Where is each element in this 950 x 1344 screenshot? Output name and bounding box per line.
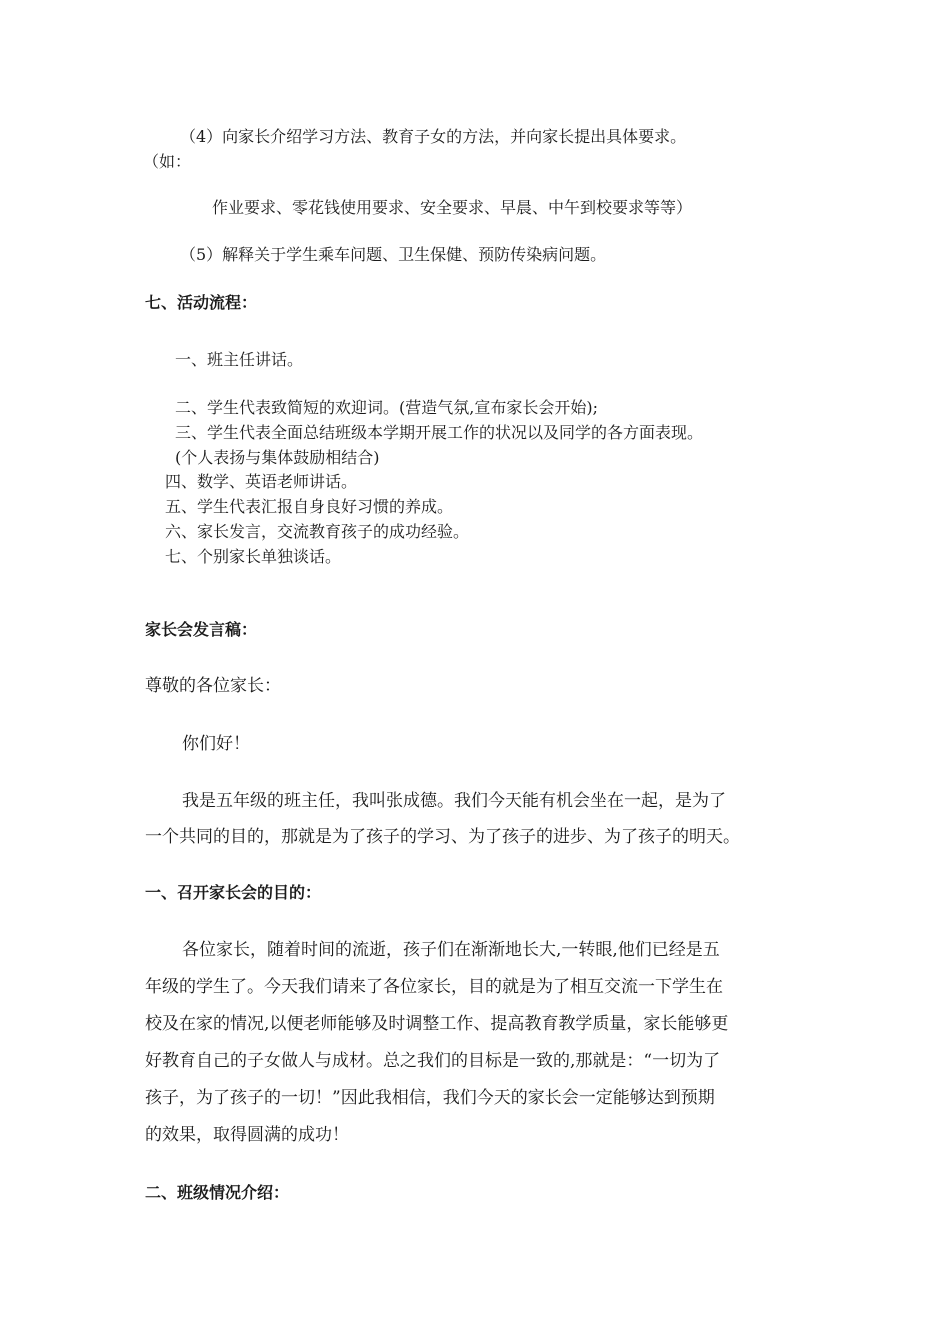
purpose-line: 年级的学生了。今天我们请来了各位家长，目的就是为了相互交流一下学生在 (145, 977, 723, 997)
item4-line2: （如： (143, 152, 192, 171)
purpose-line: 的效果，取得圆满的成功！ (145, 1125, 349, 1145)
item4-line3: 作业要求、零花钱使用要求、安全要求、早晨、中午到校要求等等） (212, 198, 693, 217)
flow-item: (个人表扬与集体鼓励相结合) (175, 448, 380, 467)
purpose-line: 各位家长，随着时间的流逝，孩子们在渐渐地长大,一转眼,他们已经是五 (182, 940, 720, 960)
flow-item: 七、个别家长单独谈话。 (165, 547, 342, 566)
section7-heading: 七、活动流程： (145, 293, 258, 312)
item5-line: （5）解释关于学生乘车问题、卫生保健、预防传染病问题。 (180, 245, 607, 264)
class-heading: 二、班级情况介绍： (145, 1183, 290, 1202)
flow-item: 四、数学、英语老师讲话。 (165, 472, 358, 491)
speech-heading: 家长会发言稿： (145, 620, 258, 639)
flow-item: 一、班主任讲话。 (175, 350, 304, 369)
flow-item: 五、学生代表汇报自身良好习惯的养成。 (165, 497, 454, 516)
flow-item: 二、学生代表致简短的欢迎词。(营造气氛,宣布家长会开始); (175, 398, 598, 417)
intro-line: 一个共同的目的，那就是为了孩子的学习、为了孩子的进步、为了孩子的明天。 (145, 827, 740, 847)
purpose-heading: 一、召开家长会的目的： (145, 883, 322, 902)
purpose-line: 好教育自己的子女做人与成材。总之我们的目标是一致的,那就是：“一切为了 (145, 1051, 721, 1071)
intro-line: 我是五年级的班主任，我叫张成德。我们今天能有机会坐在一起，是为了 (182, 791, 726, 811)
purpose-line: 孩子，为了孩子的一切！”因此我相信，我们今天的家长会一定能够达到预期 (145, 1088, 715, 1108)
flow-item: 三、学生代表全面总结班级本学期开展工作的状况以及同学的各方面表现。 (175, 423, 704, 442)
greeting: 你们好！ (182, 734, 250, 754)
purpose-line: 校及在家的情况,以便老师能够及时调整工作、提高教育教学质量，家长能够更 (145, 1014, 729, 1034)
flow-item: 六、家长发言，交流教育孩子的成功经验。 (165, 522, 470, 541)
salutation: 尊敬的各位家长： (145, 676, 281, 696)
item4-line1: （4）向家长介绍学习方法、教育子女的方法，并向家长提出具体要求。 (180, 127, 687, 146)
